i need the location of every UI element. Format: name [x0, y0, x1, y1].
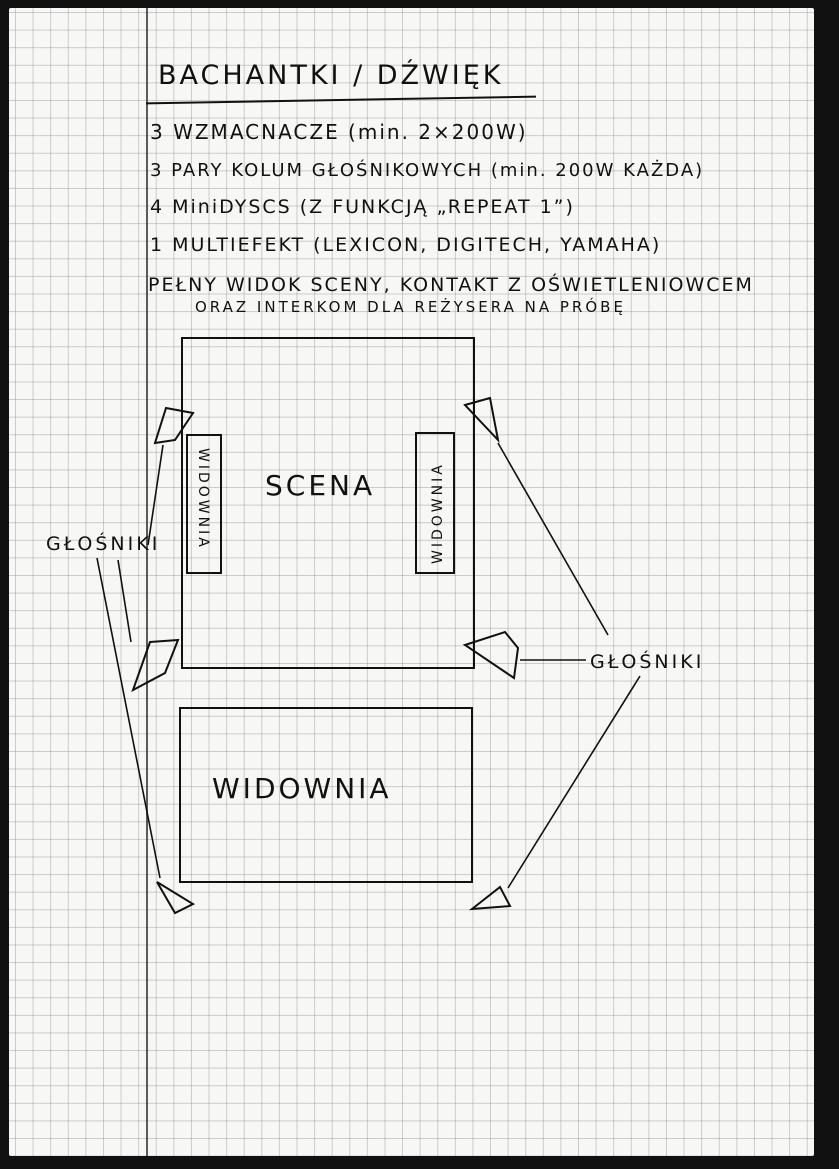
leader-line — [97, 558, 160, 878]
requirement-intercom: ORAZ INTERKOM DLA REŻYSERA NA PRÓBĘ — [195, 298, 626, 316]
speaker-audience-left — [157, 882, 193, 913]
requirement-minidiscs: 4 MiniDYSCS (Z FUNKCJĄ „REPEAT 1”) — [150, 196, 575, 218]
speaker-audience-right — [472, 887, 510, 909]
requirement-multieffect: 1 MULTIEFEKT (LEXICON, DIGITECH, YAMAHA) — [150, 234, 662, 256]
leader-line — [508, 676, 640, 888]
leader-line — [118, 560, 131, 642]
page-title: BACHANTKI / DŹWIĘK — [158, 60, 504, 91]
requirement-stage-view: PEŁNY WIDOK SCENY, KONTAKT Z OŚWIETLENIOWCEM — [148, 274, 754, 296]
leader-line — [148, 445, 163, 545]
speakers-label-right: GŁOŚNIKI — [590, 651, 705, 673]
speaker-top-right — [465, 398, 498, 440]
speakers-label-left: GŁOŚNIKI — [46, 533, 161, 555]
stage-label: SCENA — [265, 469, 376, 502]
wing-right-label: WIDOWNIA — [430, 462, 446, 564]
audience-label: WIDOWNIA — [212, 772, 392, 805]
requirement-speaker-pairs: 3 PARY KOLUM GŁOŚNIKOWYCH (min. 200W KAŻDA) — [150, 160, 705, 181]
requirement-amplifiers: 3 WZMACNACZE (min. 2×200W) — [150, 120, 528, 144]
speaker-bottom-left-stage — [133, 640, 178, 690]
speaker-bottom-right-stage — [465, 632, 518, 678]
wing-left-label: WIDOWNIA — [195, 448, 211, 550]
leader-line — [498, 443, 608, 635]
